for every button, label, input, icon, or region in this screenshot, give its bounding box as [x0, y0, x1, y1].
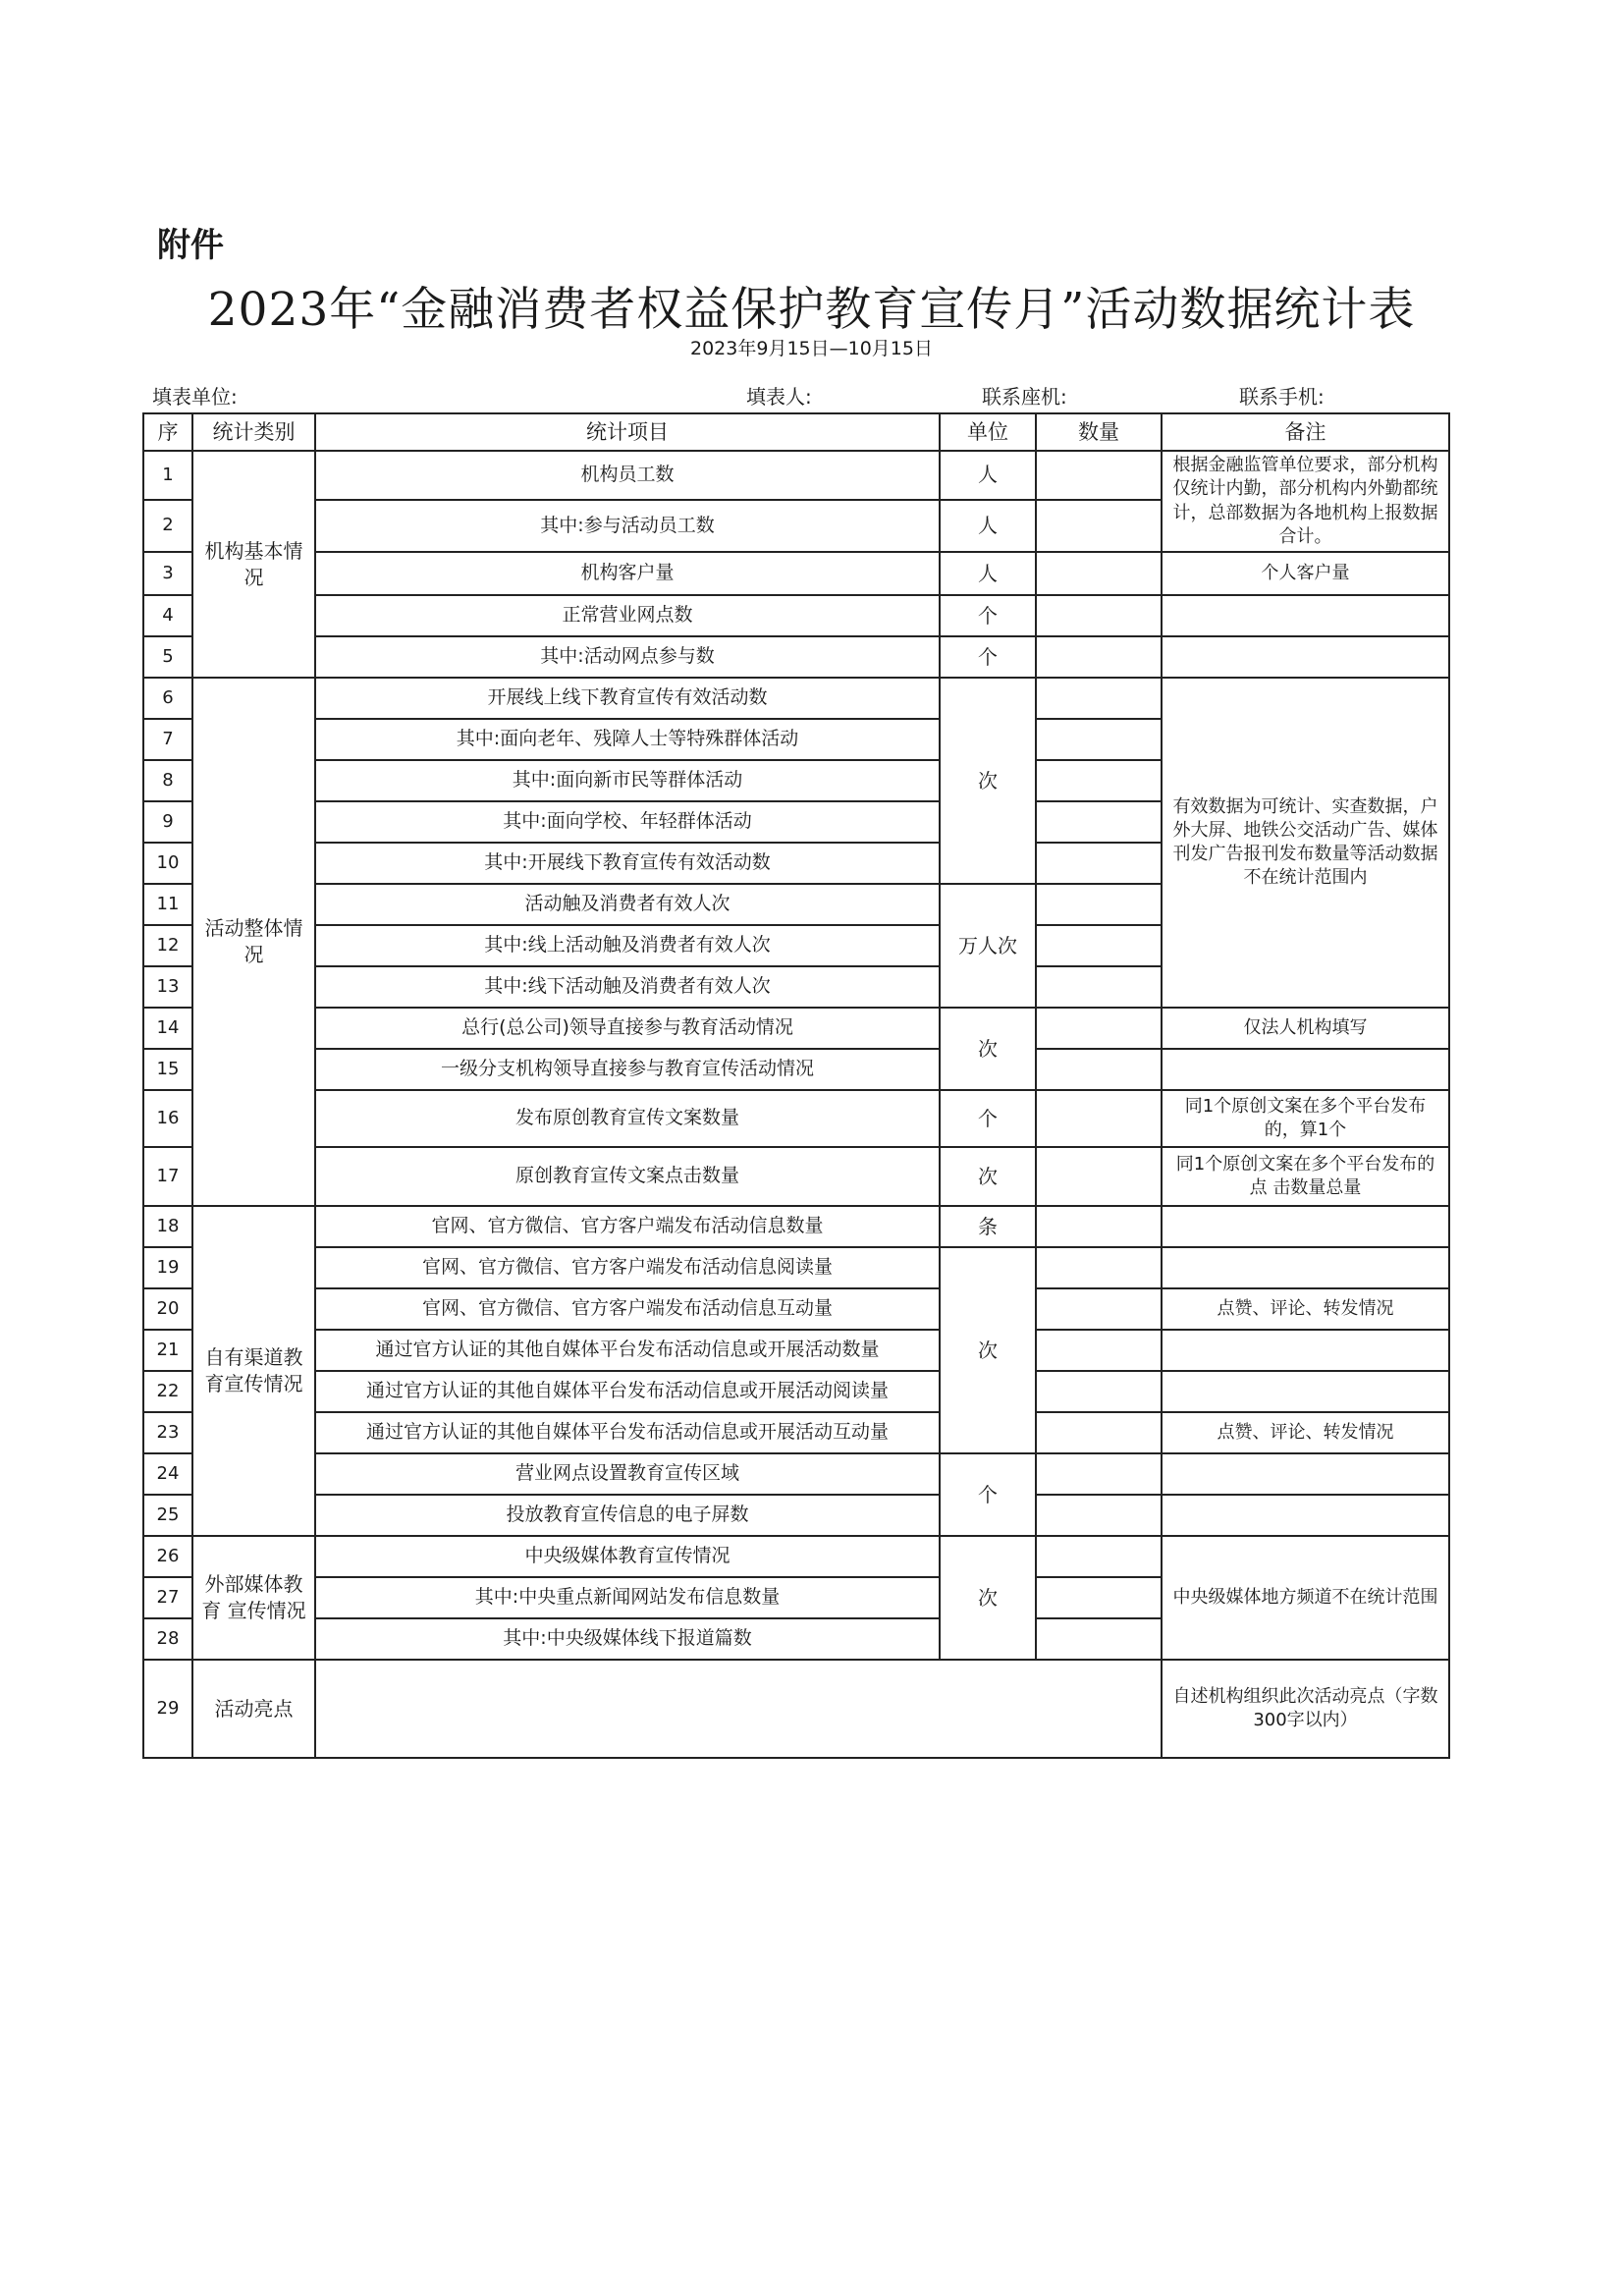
unit-cell: 人	[940, 451, 1036, 500]
note-cell: 仅法人机构填写	[1162, 1008, 1449, 1049]
quantity-cell[interactable]	[1036, 1577, 1162, 1618]
unit-cell: 个	[940, 636, 1036, 678]
unit-cell: 人	[940, 500, 1036, 553]
note-cell	[1162, 1453, 1449, 1495]
note-cell: 有效数据为可统计、实查数据，户外大屏、地铁公交活动广告、媒体刊发广告报刊发布数量等活动数据不在统计范围内	[1162, 678, 1449, 1008]
table-row	[143, 1330, 1449, 1371]
table-row	[143, 1090, 1449, 1147]
row-seq: 9	[143, 801, 192, 843]
row-seq: 28	[143, 1618, 192, 1660]
quantity-cell[interactable]	[1036, 843, 1162, 884]
row-seq: 4	[143, 595, 192, 636]
item-cell: 通过官方认证的其他自媒体平台发布活动信息或开展活动阅读量	[315, 1371, 940, 1412]
item-cell: 一级分支机构领导直接参与教育宣传活动情况	[315, 1049, 940, 1090]
item-cell: 其中:面向新市民等群体活动	[315, 760, 940, 801]
row-seq: 25	[143, 1495, 192, 1536]
quantity-cell[interactable]	[1036, 1453, 1162, 1495]
unit-cell: 个	[940, 595, 1036, 636]
quantity-cell[interactable]	[1036, 1247, 1162, 1288]
note-cell	[1162, 595, 1449, 636]
quantity-cell[interactable]	[1036, 1008, 1162, 1049]
row-seq: 14	[143, 1008, 192, 1049]
unit-cell: 次	[940, 1536, 1036, 1660]
row-seq: 19	[143, 1247, 192, 1288]
quantity-cell[interactable]	[1036, 595, 1162, 636]
item-cell: 通过官方认证的其他自媒体平台发布活动信息或开展活动互动量	[315, 1412, 940, 1453]
unit-cell: 万人次	[940, 884, 1036, 1008]
header-item: 统计项目	[315, 413, 940, 451]
note-cell	[1162, 1330, 1449, 1371]
quantity-cell[interactable]	[1036, 1495, 1162, 1536]
quantity-cell[interactable]	[1036, 1371, 1162, 1412]
item-cell: 通过官方认证的其他自媒体平台发布活动信息或开展活动数量	[315, 1330, 940, 1371]
item-cell: 中央级媒体教育宣传情况	[315, 1536, 940, 1577]
table-row	[143, 595, 1449, 636]
note-cell: 点赞、评论、转发情况	[1162, 1412, 1449, 1453]
quantity-cell[interactable]	[1036, 1206, 1162, 1247]
note-cell	[1162, 1049, 1449, 1090]
row-seq: 20	[143, 1288, 192, 1330]
unit-cell: 个	[940, 1090, 1036, 1147]
table-row	[143, 636, 1449, 678]
table-row	[143, 1453, 1449, 1495]
mobile-label: 联系手机:	[1239, 385, 1325, 409]
item-cell: 原创教育宣传文案点击数量	[315, 1147, 940, 1206]
quantity-cell[interactable]	[1036, 884, 1162, 925]
row-seq: 2	[143, 500, 192, 553]
table-row	[143, 1660, 1449, 1758]
period-range: 2023年9月15日—10月15日	[690, 338, 933, 359]
row-seq: 11	[143, 884, 192, 925]
quantity-cell[interactable]	[1036, 966, 1162, 1008]
quantity-cell[interactable]	[1036, 500, 1162, 553]
row-seq: 7	[143, 719, 192, 760]
item-cell: 发布原创教育宣传文案数量	[315, 1090, 940, 1147]
item-cell: 营业网点设置教育宣传区域	[315, 1453, 940, 1495]
quantity-cell[interactable]	[1036, 1412, 1162, 1453]
statistics-table	[142, 412, 1450, 1759]
quantity-cell[interactable]	[1036, 719, 1162, 760]
item-cell: 投放教育宣传信息的电子屏数	[315, 1495, 940, 1536]
item-cell: 官网、官方微信、官方客户端发布活动信息互动量	[315, 1288, 940, 1330]
note-cell	[1162, 636, 1449, 678]
table-header-row	[143, 413, 1449, 451]
header-seq: 序	[143, 413, 192, 451]
filler-label: 填表人:	[746, 385, 812, 409]
note-cell: 根据金融监管单位要求，部分机构仅统计内勤，部分机构内外勤都统计，总部数据为各地机构上报数据合计。	[1162, 451, 1449, 552]
quantity-cell[interactable]	[1036, 1330, 1162, 1371]
quantity-cell[interactable]	[1036, 925, 1162, 966]
note-cell: 个人客户量	[1162, 552, 1449, 595]
header-unit: 单位	[940, 413, 1036, 451]
unit-cell: 次	[940, 1247, 1036, 1453]
item-cell: 其中:开展线下教育宣传有效活动数	[315, 843, 940, 884]
row-seq: 23	[143, 1412, 192, 1453]
row-seq: 21	[143, 1330, 192, 1371]
item-cell: 其中:面向学校、年轻群体活动	[315, 801, 940, 843]
row-seq: 26	[143, 1536, 192, 1577]
quantity-cell[interactable]	[1036, 801, 1162, 843]
table-row	[143, 1536, 1449, 1577]
item-cell: 正常营业网点数	[315, 595, 940, 636]
note-cell: 中央级媒体地方频道不在统计范围	[1162, 1536, 1449, 1660]
row-seq: 24	[143, 1453, 192, 1495]
table-row	[143, 678, 1449, 719]
unit-cell: 次	[940, 1147, 1036, 1206]
unit-cell: 人	[940, 552, 1036, 595]
unit-cell: 次	[940, 1008, 1036, 1090]
unit-cell: 条	[940, 1206, 1036, 1247]
quantity-cell[interactable]	[1036, 1147, 1162, 1206]
row-seq: 8	[143, 760, 192, 801]
quantity-cell[interactable]	[1036, 451, 1162, 500]
quantity-cell[interactable]	[1036, 552, 1162, 595]
item-cell: 其中:面向老年、残障人士等特殊群体活动	[315, 719, 940, 760]
unit-cell: 次	[940, 678, 1036, 884]
table-row	[143, 1008, 1449, 1049]
table-row	[143, 1147, 1449, 1206]
category-cell: 活动整体情况	[192, 678, 315, 1206]
quantity-cell[interactable]	[1036, 1618, 1162, 1660]
item-cell: 活动触及消费者有效人次	[315, 884, 940, 925]
header-category: 统计类别	[192, 413, 315, 451]
note-cell	[1162, 1206, 1449, 1247]
table-row	[143, 1247, 1449, 1288]
header-note: 备注	[1162, 413, 1449, 451]
row-seq: 1	[143, 451, 192, 500]
attachment-label: 附件	[157, 226, 224, 265]
filling-unit-label: 填表单位:	[152, 385, 238, 409]
category-cell: 活动亮点	[192, 1660, 315, 1758]
table-row	[143, 1288, 1449, 1330]
item-cell: 开展线上线下教育宣传有效活动数	[315, 678, 940, 719]
item-cell: 其中:中央重点新闻网站发布信息数量	[315, 1577, 940, 1618]
category-cell: 外部媒体教育 宣传情况	[192, 1536, 315, 1660]
category-cell: 机构基本情况	[192, 451, 315, 678]
row-seq: 3	[143, 552, 192, 595]
note-cell: 自述机构组织此次活动亮点（字数300字以内）	[1162, 1660, 1449, 1758]
quantity-cell[interactable]	[1036, 1288, 1162, 1330]
note-cell: 点赞、评论、转发情况	[1162, 1288, 1449, 1330]
row-seq: 6	[143, 678, 192, 719]
note-cell: 同1个原创文案在多个平台发布的点 击数量总量	[1162, 1147, 1449, 1206]
table-row	[143, 1206, 1449, 1247]
quantity-cell[interactable]	[1036, 1090, 1162, 1147]
quantity-cell[interactable]	[1036, 760, 1162, 801]
unit-cell: 个	[940, 1453, 1036, 1536]
table-row	[143, 1049, 1449, 1090]
quantity-cell[interactable]	[1036, 1049, 1162, 1090]
item-cell: 总行(总公司)领导直接参与教育活动情况	[315, 1008, 940, 1049]
row-seq: 29	[143, 1660, 192, 1758]
item-cell: 官网、官方微信、官方客户端发布活动信息阅读量	[315, 1247, 940, 1288]
note-cell: 同1个原创文案在多个平台发布的，算1个	[1162, 1090, 1449, 1147]
item-cell: 其中:中央级媒体线下报道篇数	[315, 1618, 940, 1660]
landline-label: 联系座机:	[982, 385, 1067, 409]
row-seq: 16	[143, 1090, 192, 1147]
row-seq: 17	[143, 1147, 192, 1206]
category-cell: 自有渠道教育宣传情况	[192, 1206, 315, 1536]
item-cell: 其中:参与活动员工数	[315, 500, 940, 553]
row-seq: 15	[143, 1049, 192, 1090]
page-title: 2023年“金融消费者权益保护教育宣传月”活动数据统计表	[207, 283, 1416, 337]
row-seq: 13	[143, 966, 192, 1008]
item-cell: 其中:线上活动触及消费者有效人次	[315, 925, 940, 966]
row-seq: 10	[143, 843, 192, 884]
item-cell: 官网、官方微信、官方客户端发布活动信息数量	[315, 1206, 940, 1247]
row-seq: 27	[143, 1577, 192, 1618]
table-row	[143, 1412, 1449, 1453]
table-row	[143, 1371, 1449, 1412]
item-cell: 其中:活动网点参与数	[315, 636, 940, 678]
note-cell	[1162, 1247, 1449, 1288]
row-seq: 5	[143, 636, 192, 678]
row-seq: 12	[143, 925, 192, 966]
row-seq: 22	[143, 1371, 192, 1412]
note-cell	[1162, 1371, 1449, 1412]
table-row	[143, 552, 1449, 595]
row-seq: 18	[143, 1206, 192, 1247]
table-row	[143, 451, 1449, 500]
item-cell: 机构客户量	[315, 552, 940, 595]
highlight-input-cell[interactable]	[315, 1660, 1162, 1758]
header-quantity: 数量	[1036, 413, 1162, 451]
quantity-cell[interactable]	[1036, 636, 1162, 678]
quantity-cell[interactable]	[1036, 678, 1162, 719]
table-row	[143, 1495, 1449, 1536]
note-cell	[1162, 1495, 1449, 1536]
item-cell: 机构员工数	[315, 451, 940, 500]
quantity-cell[interactable]	[1036, 1536, 1162, 1577]
item-cell: 其中:线下活动触及消费者有效人次	[315, 966, 940, 1008]
